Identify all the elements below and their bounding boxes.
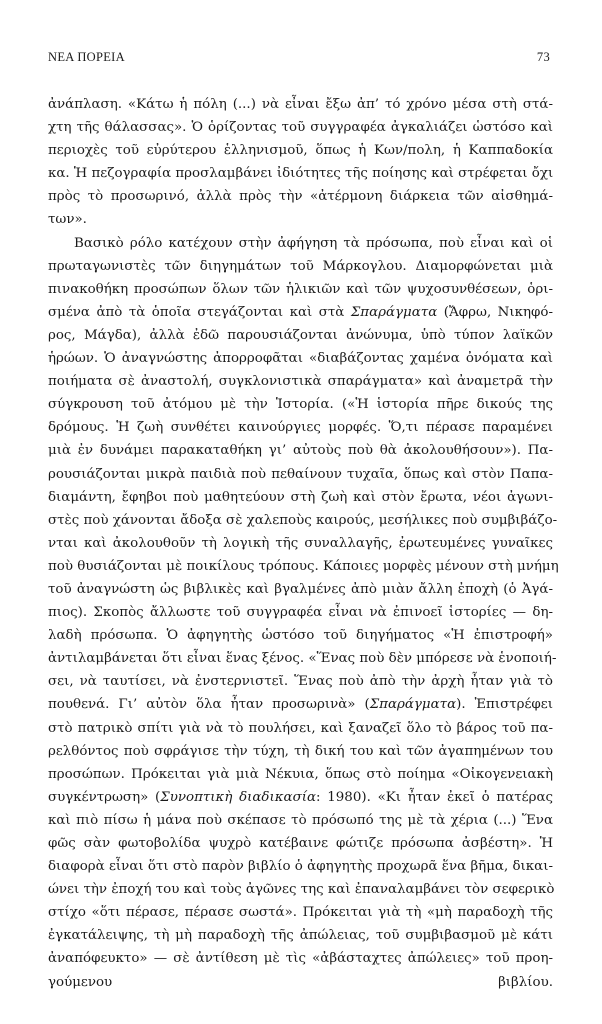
text-line: προσώπων. Πρόκειται γιὰ μιὰ Νέκυια, ὅπως στὸ ποίημα «Οἰκογενειακὴ [48, 766, 553, 782]
text-line: ποιήματα σὲ ἀναστολή, συγκλονιστικὰ σπαράγματα» καὶ ἀναμετρᾶ τὴν [48, 374, 553, 390]
text-line: στὸ πατρικὸ σπίτι γιὰ νὰ τὸ πουλήσει, καὶ ξαναζεῖ ὅλο τὸ βάρος τοῦ πα- [48, 720, 553, 736]
text-line: ρος, Μάγδα), ἀλλὰ ἐδῶ παρουσιάζονται ἀνώνυμα, ὑπὸ τύπον λαϊκῶν [48, 327, 553, 343]
text-line: λαδὴ πρόσωπα. Ὁ ἀφηγητὴς ὡστόσο τοῦ διηγήματος «Ἡ ἐπιστροφή» [48, 628, 553, 644]
text-line: διαμάντη, ἔφηβοι ποὺ μαθητεύουν στὴ ζωὴ καὶ στὸν ἔρωτα, νέοι ἀγωνι- [48, 489, 553, 505]
text-line: στίχο «ὅτι πέρασε, πέρασε σωστά». Πρόκειται γιὰ τὴ «μὴ παραδοχὴ τῆς [48, 905, 553, 921]
text-line: ρουσιάζονται μικρὰ παιδιὰ ποὺ πεθαίνουν τυχαῖα, ὅπως καὶ στὸν Παπα- [48, 466, 553, 482]
italic-title: Σπαράγματα [369, 697, 457, 713]
page-number: 73 [536, 50, 550, 64]
text-line: τοῦ ἀναγνώστη ὡς βιβλικὲς καὶ βγαλμένες ἀπὸ μιὰν ἄλλη ἐποχὴ (ὁ Ἀγά- [48, 581, 553, 597]
text-line: χτη τῆς θάλασσας». Ὁ ὁρίζοντας τοῦ συγγραφέα ἀγκαλιάζει ὡστόσο καὶ [48, 120, 553, 136]
text-line: ώνει τὴν ἐποχή του καὶ τοὺς ἀγῶνες της καὶ ἐπαναλαμβάνει τὸν σεφερικὸ [48, 882, 555, 898]
text-line: πρωταγωνιστὲς τῶν διηγημάτων τοῦ Μάρκογλου. Διαμορφώνεται μιὰ [48, 258, 553, 274]
text-line: πουθενά. Γι’ αὐτὸν ὅλα ἦταν προσωρινὰ» (Σπαράγματα). Ἐπιστρέφει [48, 697, 553, 713]
page-header [48, 50, 550, 66]
running-head: ΝΕΑ ΠΟΡΕΙΑ [48, 50, 125, 64]
text-line [48, 994, 553, 1017]
text-line: πρὸς τὸ προσωρινό, ἀλλὰ πρὸς τὴν «ἀτέρμονη διάρκεια τῶν αἰσθημά- [48, 189, 553, 205]
text-line: ποὺ θυσιάζονται μὲ ποικίλους τρόπους. Κάποιες μορφὲς μένουν στὴ μνήμη [48, 558, 559, 574]
text-line: ἀντιλαμβάνεται ὅτι εἶναι ἕνας ξένος. «Ἕνας ποὺ δὲν μπόρεσε νὰ ἑνοποιή- [48, 651, 557, 667]
italic-title: Σπαράγματα [350, 304, 438, 320]
text-line: συγκέντρωση» (Συνοπτικὴ διαδικασία: 1980). «Κι ἦταν ἐκεῖ ὁ πατέρας [48, 789, 553, 805]
text-line: νται καὶ ἀκολουθοῦν τὴ λογικὴ τῆς συναλλαγῆς, ἐρωτευμένες γυναῖκες [48, 535, 553, 551]
text-line: στὲς ποὺ χάνονται ἄδοξα σὲ χαλεποὺς καιρούς, μεσήλικες ποὺ συμβιβάζο- [48, 512, 558, 528]
text-line: φῶς σὰν φωτοβολίδα ψυχρὸ κατέβαινε φώτιζε πρόσωπα ἀσβέστη». Ἡ [48, 836, 553, 851]
text-line: των». [48, 212, 87, 228]
text-line: περιοχὲς τοῦ εὐρύτερου ἑλληνισμοῦ, ὅπως ἡ Κων/πολη, ἡ Καππαδοκία [48, 143, 553, 159]
text-line: σει, νὰ ταυτίσει, νὰ ἐνστερνιστεῖ. Ἕνας ποὺ ἀπὸ τὴν ἀρχὴ ἦταν γιὰ τὸ [48, 674, 553, 690]
text-line: σύγκρουση τοῦ ἀτόμου μὲ τὴν Ἱστορία. («Ἡ ἱστορία πῆρε δικούς της [48, 397, 553, 413]
body-text [48, 93, 559, 1017]
text-line: διαφορὰ εἶναι ὅτι στὸ παρὸν βιβλίο ὁ ἀφηγητὴς προχωρᾶ ἕνα βῆμα, δικαι- [48, 859, 553, 875]
text-line: πινακοθήκη προσώπων ὅλων τῶν ἡλικιῶν καὶ τῶν ψυχοσυνθέσεων, ὁρι- [48, 281, 553, 297]
text-line: ἀναπόφευκτο» — σὲ ἀντίθεση μὲ τὶς «ἀβάσταχτες ἀπώλειες» τοῦ προη- [48, 951, 553, 967]
text-line: ἀνάπλαση. «Κάτω ἡ πόλη (...) νὰ εἶναι ἔξω ἀπ’ τό χρόνο μέσα στὴ στά- [48, 97, 553, 112]
text-line: γούμενου βιβλίου. [48, 974, 553, 990]
text-line: κα. Ἡ πεζογραφία προσλαμβάνει ἰδιότητες τῆς ποίησης καὶ στρέφεται ὄχι [48, 166, 554, 182]
text-line: πιος). Σκοπὸς ἄλλωστε τοῦ συγγραφέα εἶναι νὰ ἐπινοεῖ ἱστορίες — δη- [48, 605, 553, 621]
text-line: καὶ πιὸ πίσω ἡ μάνα ποὺ σκέπασε τὸ πρόσωπό της μὲ τὰ χέρια (...) Ἕνα [48, 812, 553, 828]
text-line: μιὰ ἐν δυνάμει παρακαταθήκη γι’ αὐτοὺς ποὺ θὰ ἀκολουθήσουν»). Πα- [48, 443, 553, 459]
text-line: σμένα ἀπὸ τὰ ὁποῖα στεγάζονται καὶ στὰ Σπαράγματα (Ἄφρω, Νικηφό- [48, 304, 553, 320]
text-line: ἐγκατάλειψης, τὴ μὴ παραδοχὴ τῆς ἀπώλειας, τοῦ συμβιβασμοῦ μὲ κάτι [48, 928, 553, 944]
italic-title: Συνοπτικὴ διαδικασία [160, 789, 317, 805]
text-line: ἡρώων. Ὁ ἀναγνώστης ἀπορροφᾶται «διαβάζοντας χαμένα ὀνόματα καὶ [48, 351, 553, 367]
text-line: δρόμους. Ἡ ζωὴ συνθέτει καινούργιες μορφές. Ὅ,τι πέρασε παραμένει [48, 420, 553, 436]
text-line: ρελθόντος ποὺ σφράγισε τὴν τύχη, τὴ δική του καὶ τῶν ἀγαπημένων του [48, 743, 553, 759]
paragraph-first-line: Βασικὸ ρόλο κατέχουν στὴν ἀφήγηση τὰ πρόσωπα, ποὺ εἶναι καὶ οἱ [74, 235, 553, 251]
